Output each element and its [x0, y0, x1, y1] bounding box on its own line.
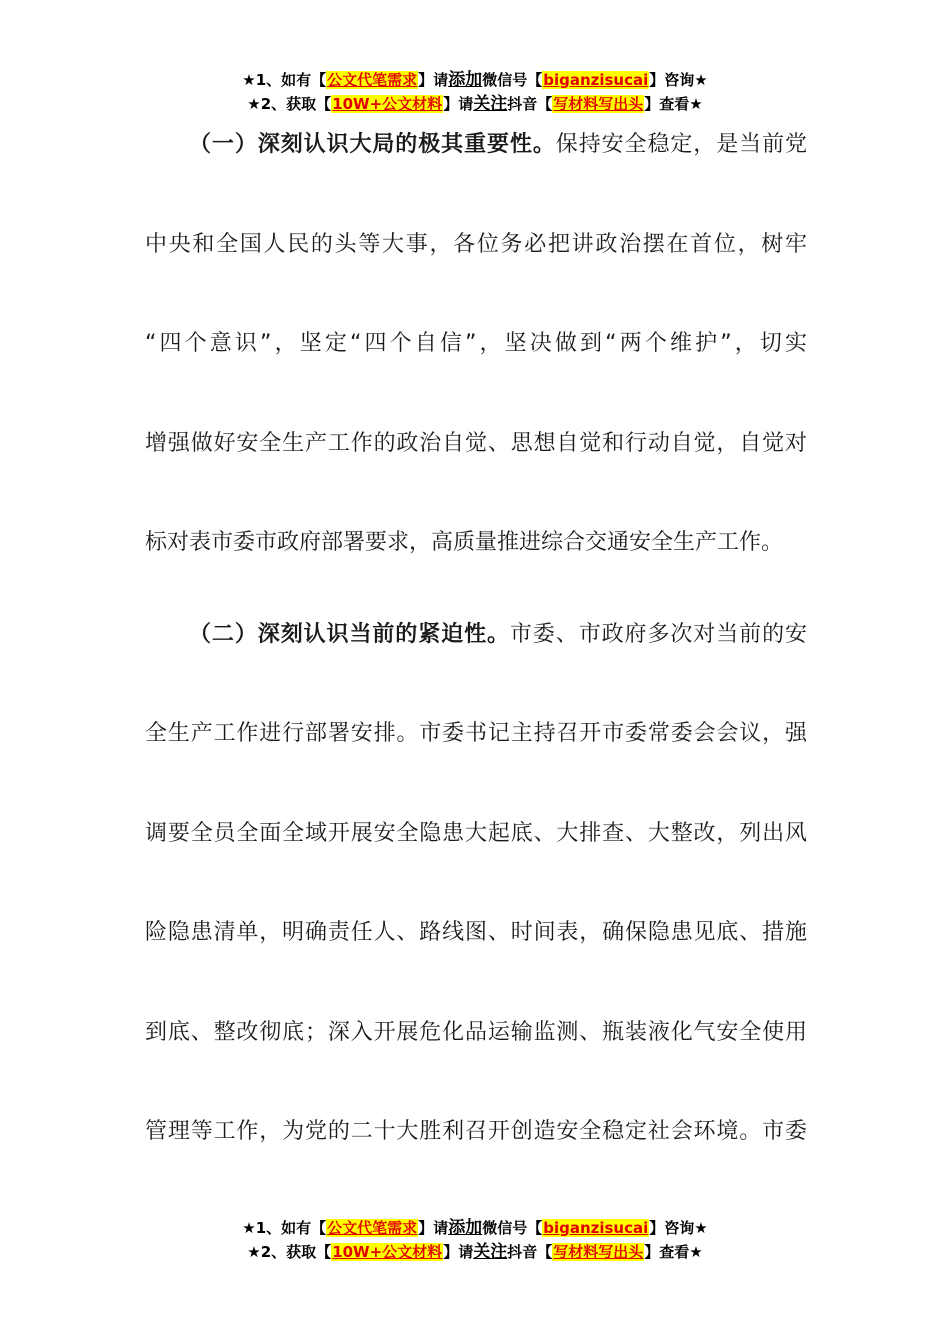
- paragraph-1-heading: （一）深刻认识大局的极其重要性。: [189, 132, 556, 157]
- banner-text: ★1、如有【: [242, 1219, 327, 1237]
- banner-emphasis: 关注: [473, 94, 508, 114]
- paragraph-2-line-6: 管理等工作，为党的二十大胜利召开创造安全稳定社会环境。市委: [145, 1119, 807, 1144]
- banner-highlight: 10W+公文材料: [332, 1243, 443, 1261]
- banner-emphasis: 关注: [473, 1242, 508, 1262]
- banner-text: 微信号【: [482, 1219, 543, 1237]
- banner-highlight-douyin-id: 写材料写出头: [553, 95, 644, 113]
- banner-text: 】请: [443, 95, 474, 113]
- paragraph-2-heading: （二）深刻认识当前的紧迫性。: [189, 622, 510, 647]
- banner-text: ★1、如有【: [242, 71, 327, 89]
- banner-text: 抖音【: [507, 1243, 553, 1261]
- paragraph-1-line-5: 标对表市委市政府部署要求，高质量推进综合交通安全生产工作。: [145, 530, 784, 555]
- banner-highlight: 10W+公文材料: [332, 95, 443, 113]
- paragraph-1-line-3: “四个意识”，坚定“四个自信”，坚决做到“两个维护”，切实: [145, 331, 807, 356]
- paragraph-2-line-5: 到底、整改彻底；深入开展危化品运输监测、瓶装液化气安全使用: [145, 1020, 807, 1045]
- banner-line-2: [0, 92, 950, 116]
- banner-text: 】请: [418, 71, 449, 89]
- banner-text: ★2、获取【: [247, 95, 332, 113]
- banner-highlight-douyin-id: 写材料写出头: [553, 1243, 644, 1261]
- banner-highlight: 公文代笔需求: [327, 1219, 418, 1237]
- banner-highlight: 公文代笔需求: [327, 71, 418, 89]
- banner-text: 微信号【: [482, 71, 543, 89]
- paragraph-2-line-1: [145, 620, 807, 650]
- banner-line-2: [0, 1240, 950, 1264]
- banner-text: 】咨询★: [649, 1219, 708, 1237]
- banner-text: 】请: [418, 1219, 449, 1237]
- banner-text: 】查看★: [644, 1243, 703, 1261]
- paragraph-2-line-3: 调要全员全面全域开展安全隐患大起底、大排查、大整改，列出风: [145, 821, 807, 846]
- footer-banner: [0, 1216, 950, 1264]
- banner-highlight-wechat-id: biganzisucai: [543, 1219, 649, 1237]
- banner-text: 】请: [443, 1243, 474, 1261]
- paragraph-text: 市委、市政府多次对当前的安: [509, 622, 807, 647]
- banner-line-1: [0, 68, 950, 92]
- paragraph-2-line-4: 险隐患清单，明确责任人、路线图、时间表，确保隐患见底、措施: [145, 920, 807, 945]
- banner-highlight-wechat-id: biganzisucai: [543, 71, 649, 89]
- paragraph-2-line-2: 全生产工作进行部署安排。市委书记主持召开市委常委会会议，强: [145, 721, 807, 746]
- banner-text: 】咨询★: [649, 71, 708, 89]
- paragraph-1-line-4: 增强做好安全生产工作的政治自觉、思想自觉和行动自觉，自觉对: [145, 431, 807, 456]
- header-banner: [0, 68, 950, 116]
- paragraph-text: 保持安全稳定，是当前党: [555, 132, 807, 157]
- paragraph-1-line-2: 中央和全国人民的头等大事，各位务必把讲政治摆在首位，树牢: [145, 232, 807, 257]
- paragraph-1-line-1: [145, 130, 807, 160]
- banner-emphasis: 添加: [448, 70, 483, 90]
- banner-emphasis: 添加: [448, 1218, 483, 1238]
- banner-text: ★2、获取【: [247, 1243, 332, 1261]
- banner-text: 抖音【: [507, 95, 553, 113]
- banner-text: 】查看★: [644, 95, 703, 113]
- banner-line-1: [0, 1216, 950, 1240]
